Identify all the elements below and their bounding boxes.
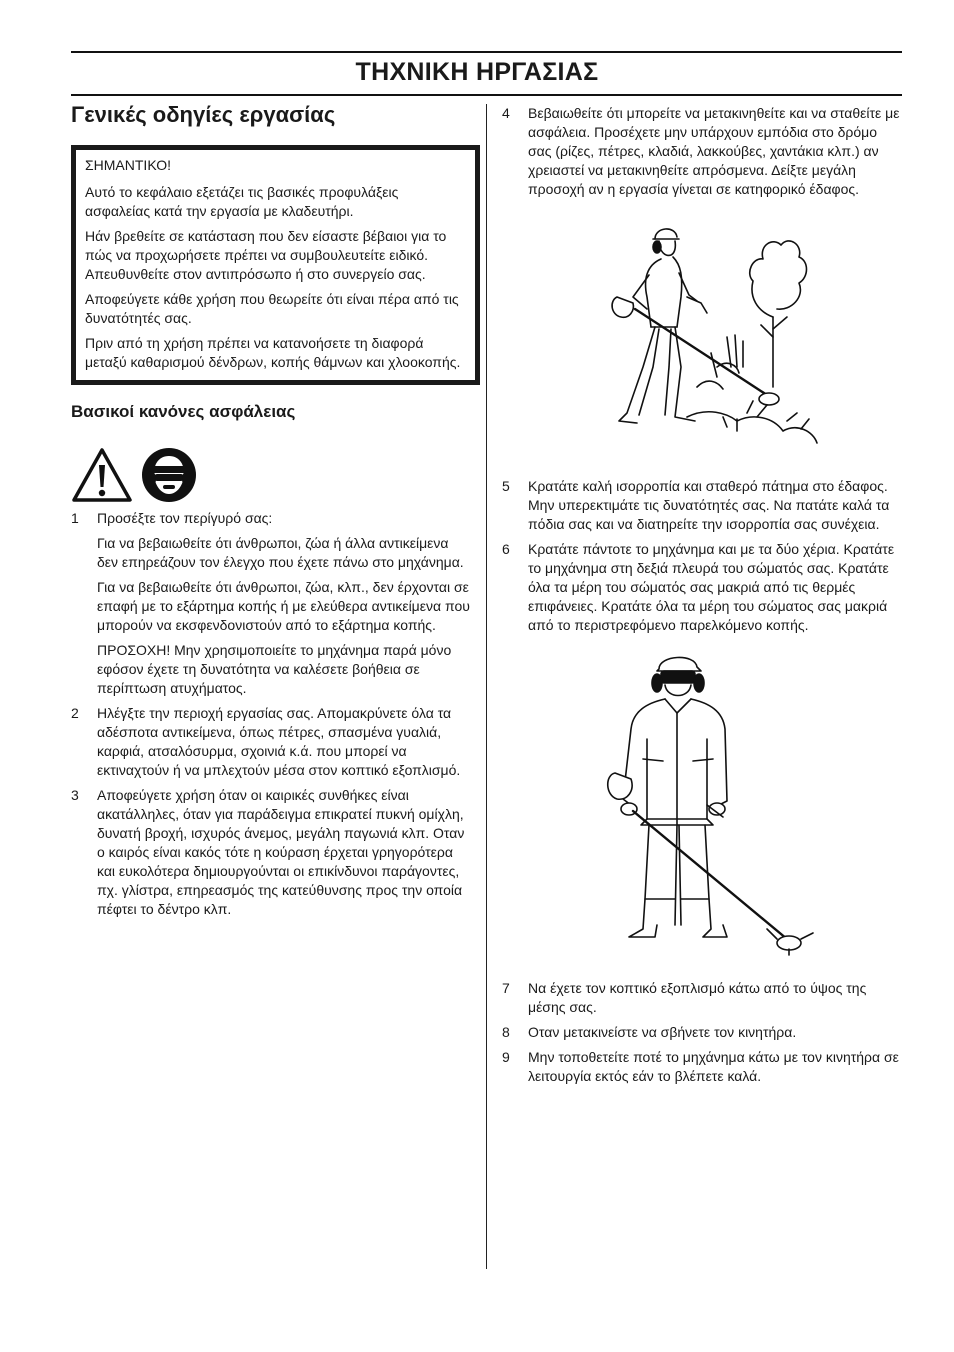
warning-triangle-icon <box>71 447 133 503</box>
item-text: Προσέξτε τον περίγυρό σας: <box>97 510 273 526</box>
page-title: ΤΗΧΝΙΚΗ ΗΡΓΑΣΙΑΣ <box>355 58 599 86</box>
list-item <box>71 509 471 528</box>
operator-holding-trimmer-illustration <box>577 649 827 969</box>
important-title: ΣΗΜΑΝΤΙΚΟ! <box>85 157 172 173</box>
item-number: 1 <box>71 510 79 526</box>
sub-paragraph: ΠΡΟΣΟΧΗ! Μην χρησιμοποιείτε το μηχάνημα παρά μόνο εφόσον έχετε τη δυνατότητα να καλέσετε βοήθεια σε περίπτωση ατυχήματος. <box>97 642 452 696</box>
list-item <box>71 704 471 780</box>
trimmer-on-slope-illustration <box>577 217 827 467</box>
item-text: Κρατάτε πάντοτε το μηχάνημα και με τα δύο χέρια. Κρατάτε το μηχάνημα στη δεξιά πλευρά του σώματός σας. Κρατάτε όλα τα μέρη του σώματός σας μακριά από τις θερμές επιφάνειες. Κρατάτε όλα τα μέρη του σώματος σας μακριά από το περιστρεφόμενο παρελκόμενο κοπής. <box>528 541 895 633</box>
item-text: Αποφεύγετε χρήση όταν οι καιρικές συνθήκες είναι ακατάλληλες, όταν για παράδειγμα επικρατεί πυκνή ομίχλη, δυνατή βροχή, ισχυρός άνεμος, μεγάλη παγωνιά κλπ. Οταν ο καιρός είναι κακός τότε η κούραση έρχεται γρηγορότερα και ευκολότερα δημιουργούνται οι επικίνδυνοι παράγοντες, πχ. γλίστρα, επηρεασμός της κατεύθυνσης προς την οποία πέφτει το δέντρο κλπ. <box>97 787 465 917</box>
section-title: Γενικές οδηγίες εργασίας <box>71 102 336 127</box>
column-divider <box>486 104 487 1269</box>
item-number: 9 <box>502 1049 510 1065</box>
item-text: Μην τοποθετείτε ποτέ το μηχάνημα κάτω με τον κινητήρα σε λειτουργία εκτός εάν το βλέπετε καλά. <box>528 1049 899 1084</box>
sub-paragraph: Για να βεβαιωθείτε ότι άνθρωποι, ζώα, κλπ., δεν έρχονται σε επαφή με το εξάρτημα κοπής ή με ελεύθερα αντικείμενα που μπορούν να εκσφενδονιστούν από το εξάρτημα κοπής. <box>97 579 470 633</box>
left-column <box>71 100 471 925</box>
item-number: 3 <box>71 787 79 803</box>
subsection-title: Βασικοί κανόνες ασφάλειας <box>71 402 296 421</box>
important-notice-box <box>71 145 480 385</box>
list-item <box>71 786 471 919</box>
item-number: 8 <box>502 1024 510 1040</box>
safety-icons <box>71 445 471 503</box>
item-text: Να έχετε τον κοπτικό εξοπλισμό κάτω από το ύψος της μέσης σας. <box>528 980 867 1015</box>
list-item <box>502 1023 902 1042</box>
item-text: Βεβαιωθείτε ότι μπορείτε να μετακινηθείτε και να σταθείτε με ασφάλεια. Προσέχετε μην υπάρχουν εμπόδια στο δρόμο σας (ρίζες, πέτρες, κλαδιά, λακκούβες, χαντάκια κλπ.) αν χρειαστεί να μετακινηθείτε απρόσμενα. Δείξτε μεγάλη προσοχή αν η εργασία γίνεται σε κατηφορικό έδαφος. <box>528 105 900 197</box>
item-number: 2 <box>71 705 79 721</box>
list-item <box>502 104 902 199</box>
important-paragraph: Αποφεύγετε κάθε χρήση που θεωρείτε ότι είναι πέρα από τις δυνατότητές σας. <box>85 291 459 326</box>
sub-paragraph: Για να βεβαιωθείτε ότι άνθρωποι, ζώα ή άλλα αντικείμενα δεν επηρεάζουν τον έλεγχο που έχετε πάνω στο μηχάνημα. <box>97 535 464 570</box>
important-paragraph: Πριν από τη χρήση πρέπει να κατανοήσετε τη διαφορά μεταξύ καθαρισμού δένδρων, κοπής θάμνων και χλοοκοπής. <box>85 335 461 370</box>
list-item <box>502 477 902 534</box>
top-rule <box>71 51 902 53</box>
list-item <box>502 1048 902 1086</box>
item-number: 7 <box>502 980 510 996</box>
list-item <box>502 540 902 635</box>
item-text: Οταν μετακινείστε να σβήνετε τον κινητήρα. <box>528 1024 797 1040</box>
item-text: Ηλέγξτε την περιοχή εργασίας σας. Απομακρύνετε όλα τα αδέσποτα αντικείμενα, όπως πέτρες, σπασμένα γυαλιά, καρφιά, ατσαλόσυρμα, σχοινιά κ.ά. που μπορεί να εκτιναχτούν ή να μπλεχτούν μέσα στον κοπτικό εξοπλισμό. <box>97 705 461 778</box>
item-number: 6 <box>502 541 510 557</box>
list-item <box>502 979 902 1017</box>
item-number: 5 <box>502 478 510 494</box>
face-protection-icon <box>141 447 197 503</box>
important-paragraph: Hάν βρεθείτε σε κατάσταση που δεν είσαστε βέβαιοι για το πώς να προχωρήσετε πρέπει να συμβουλευτείτε ειδικό. Απευθυνθείτε στον αντιπρόσωπο ή στο συνεργείο σας. <box>85 228 447 282</box>
important-paragraph: Αυτό το κεφάλαιο εξετάζει τις βασικές προφυλάξεις ασφαλείας κατά την εργασία με κλαδευτήρι. <box>85 184 399 219</box>
title-rule <box>71 94 902 96</box>
item-text: Κρατάτε καλή ισορροπία και σταθερό πάτημα στο έδαφος. Μην υπερεκτιμάτε τις δυνατότητές σας. Να πατάτε καλά τα πόδια σας και να διατηρείτε την ισορροπία σας συνέχεια. <box>528 478 890 532</box>
right-column <box>502 104 902 1092</box>
item-number: 4 <box>502 105 510 121</box>
